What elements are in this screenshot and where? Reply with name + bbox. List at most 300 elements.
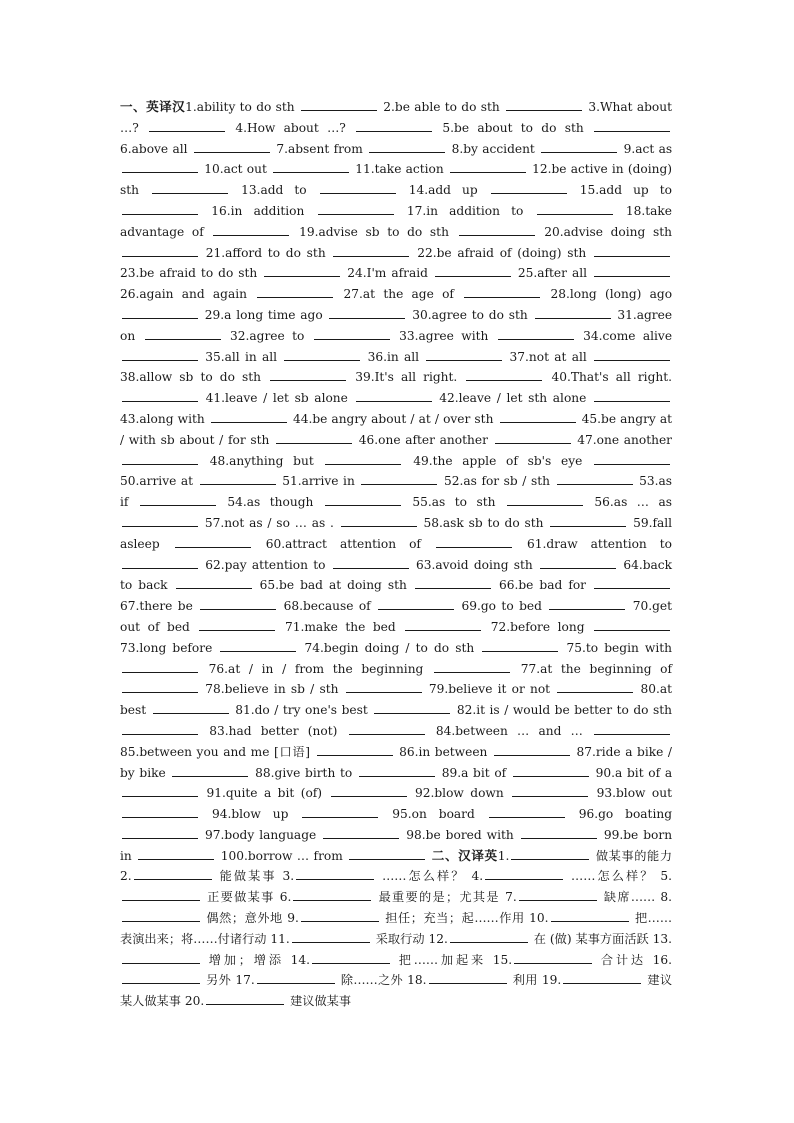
zh-meaning-text: 偶然；意外地 — [206, 911, 283, 926]
answer-blank[interactable] — [333, 244, 409, 257]
en-phrase-text: 2.be able to do sth — [383, 100, 500, 114]
en-phrase-item — [347, 266, 513, 280]
answer-blank[interactable] — [138, 847, 214, 860]
zh-meaning-text: 担任；充当；起……作用 — [385, 911, 525, 926]
answer-blank[interactable] — [172, 764, 248, 777]
answer-blank[interactable] — [537, 202, 613, 215]
en-phrase-item — [518, 266, 672, 280]
answer-blank[interactable] — [122, 680, 198, 693]
en-phrase-text: 100.borrow … from — [220, 848, 343, 863]
answer-blank[interactable] — [122, 348, 198, 361]
answer-blank[interactable] — [122, 452, 198, 465]
en-phrase-item — [424, 516, 629, 530]
answer-blank[interactable] — [293, 888, 371, 901]
answer-blank[interactable] — [220, 639, 296, 652]
en-phrase-item — [462, 599, 628, 613]
answer-blank[interactable] — [521, 826, 597, 839]
en-phrase-text: 65.be bad at doing sth — [259, 578, 407, 593]
en-phrase-item — [266, 537, 514, 551]
en-phrase-text: 84.between … and … — [435, 723, 583, 738]
en-phrase-text: 29.a long time ago — [204, 307, 323, 322]
answer-blank[interactable] — [378, 597, 454, 610]
en-phrase-item — [415, 786, 590, 800]
answer-blank[interactable] — [450, 160, 526, 173]
answer-blank[interactable] — [331, 784, 407, 797]
en-phrase-text: 17.in addition to — [406, 203, 524, 218]
answer-blank[interactable] — [594, 244, 670, 257]
answer-blank[interactable] — [594, 389, 670, 402]
answer-blank[interactable] — [500, 410, 576, 423]
en-phrase-text: 34.come alive — [583, 328, 673, 343]
answer-blank[interactable] — [153, 701, 229, 714]
en-phrase-text: 73.long before — [120, 640, 213, 655]
en-phrase-text: 83.had better (not) — [209, 723, 338, 738]
en-phrase-text: 89.a bit of — [441, 765, 507, 780]
answer-blank[interactable] — [122, 306, 198, 319]
answer-blank[interactable] — [122, 805, 198, 818]
answer-blank[interactable] — [312, 951, 390, 964]
en-phrase-text: 23.be afraid to do sth — [120, 266, 258, 281]
en-phrase-item — [442, 121, 672, 135]
en-phrase-item — [209, 662, 512, 676]
answer-blank[interactable] — [122, 389, 198, 402]
en-phrase-text: 64.back to back — [120, 557, 672, 593]
en-phrase-item — [392, 807, 566, 821]
item-number: 14. — [290, 952, 310, 967]
answer-blank[interactable] — [122, 556, 198, 569]
answer-blank[interactable] — [194, 140, 270, 153]
answer-blank[interactable] — [489, 805, 565, 818]
answer-blank[interactable] — [140, 493, 216, 506]
answer-blank[interactable] — [514, 951, 592, 964]
answer-blank[interactable] — [257, 971, 335, 984]
en-phrase-item — [439, 391, 672, 405]
en-phrase-text: 87.ride a bike / by bike — [120, 744, 672, 780]
answer-blank[interactable] — [511, 847, 589, 860]
en-phrase-text: 16.in addition — [211, 203, 305, 218]
en-phrase-text: 56.as … as — [594, 495, 672, 510]
answer-blank[interactable] — [122, 514, 198, 527]
item-number: 15. — [492, 952, 513, 967]
en-phrase-item — [209, 724, 426, 738]
en-phrase-item — [406, 828, 599, 842]
answer-blank[interactable] — [466, 368, 542, 381]
answer-blank[interactable] — [325, 452, 401, 465]
answer-blank[interactable] — [323, 826, 399, 839]
zh-meaning-item — [280, 890, 500, 904]
answer-blank[interactable] — [506, 98, 582, 111]
answer-blank[interactable] — [346, 680, 422, 693]
zh-meaning-text: ……怎么样？ — [571, 869, 655, 884]
en-phrase-item — [241, 183, 398, 197]
answer-blank[interactable] — [270, 368, 346, 381]
zh-meaning-text: ……怎么样？ — [382, 869, 466, 884]
answer-blank[interactable] — [122, 722, 198, 735]
answer-blank[interactable] — [145, 327, 221, 340]
en-phrase-item — [120, 266, 342, 280]
en-phrase-text: 95.on board — [392, 807, 475, 822]
zh-meaning-text: 能做某事 — [219, 869, 277, 884]
answer-blank[interactable] — [301, 909, 379, 922]
answer-blank[interactable] — [498, 327, 574, 340]
answer-blank[interactable] — [405, 618, 481, 631]
item-number: 11. — [270, 931, 290, 946]
answer-blank[interactable] — [541, 140, 617, 153]
answer-blank[interactable] — [122, 909, 200, 922]
en-phrase-text: 86.in between — [399, 744, 488, 759]
answer-blank[interactable] — [206, 992, 284, 1005]
en-phrase-text: 13.add to — [241, 183, 307, 198]
zh-meaning-text: 合计达 — [600, 952, 646, 967]
zh-meaning-text: 建议做某事 — [290, 994, 352, 1009]
zh-meaning-text: 建议某人做某事 — [120, 973, 673, 1009]
answer-blank[interactable] — [535, 306, 611, 319]
answer-blank[interactable] — [292, 930, 370, 943]
en-phrase-text: 38.allow sb to do sth — [120, 370, 262, 385]
answer-blank[interactable] — [459, 223, 535, 236]
zh-meaning-text: 把……加起来 — [398, 952, 487, 967]
item-number: 13. — [652, 931, 673, 946]
answer-blank[interactable] — [329, 306, 405, 319]
answer-blank[interactable] — [557, 472, 633, 485]
answer-blank[interactable] — [149, 119, 225, 132]
en-phrase-item — [206, 391, 434, 405]
answer-blank[interactable] — [361, 472, 437, 485]
en-phrase-text: 76.at / in / from the beginning — [208, 661, 424, 676]
answer-blank[interactable] — [200, 472, 276, 485]
item-number: 6. — [279, 890, 292, 905]
answer-blank[interactable] — [213, 223, 289, 236]
en-phrase-item — [285, 620, 483, 634]
en-phrase-text: 88.give birth to — [255, 765, 353, 780]
en-phrase-text: 58.ask sb to do sth — [423, 515, 544, 530]
en-phrase-item — [299, 225, 536, 239]
answer-blank[interactable] — [563, 971, 641, 984]
en-phrase-text: 98.be bored with — [406, 827, 514, 842]
en-phrase-item — [416, 558, 618, 572]
answer-blank[interactable] — [495, 431, 571, 444]
answer-blank[interactable] — [594, 722, 670, 735]
answer-blank[interactable] — [513, 764, 589, 777]
answer-blank[interactable] — [264, 264, 340, 277]
zh-meaning-text: 最重要的是；尤其是 — [378, 890, 500, 905]
en-phrase-text: 14.add up — [408, 183, 478, 198]
en-phrase-text: 57.not as / so … as . — [204, 515, 334, 530]
en-phrase-text: 32.agree to — [230, 328, 305, 343]
en-phrase-item — [413, 454, 672, 468]
answer-blank[interactable] — [426, 348, 502, 361]
zh-meaning-text: 采取行动 — [375, 931, 425, 946]
answer-blank[interactable] — [594, 348, 670, 361]
answer-blank[interactable] — [551, 909, 629, 922]
answer-blank[interactable] — [594, 264, 670, 277]
answer-blank[interactable] — [434, 660, 510, 673]
answer-blank[interactable] — [302, 805, 378, 818]
en-phrase-text: 27.at the age of — [343, 287, 454, 302]
answer-blank[interactable] — [175, 535, 251, 548]
answer-blank[interactable] — [273, 160, 349, 173]
answer-blank[interactable] — [199, 618, 275, 631]
answer-blank[interactable] — [550, 514, 626, 527]
en-phrase-text: 91.quite a bit (of) — [206, 786, 323, 801]
zh-meaning-text: 做某事的能力 — [595, 848, 673, 863]
answer-blank[interactable] — [122, 160, 198, 173]
en-phrase-text: 45.be angry at / with sb about / for sth — [120, 411, 673, 447]
en-phrase-text: 25.after all — [517, 266, 588, 281]
en-phrase-text: 53.as if — [120, 474, 673, 510]
answer-blank[interactable] — [341, 514, 417, 527]
answer-blank[interactable] — [594, 452, 670, 465]
en-phrase-text: 69.go to bed — [461, 599, 542, 614]
zh-meaning-item — [120, 869, 277, 883]
item-number: 3. — [282, 869, 295, 884]
answer-blank[interactable] — [464, 285, 540, 298]
en-phrase-text: 43.along with — [120, 411, 205, 426]
en-phrase-text: 63.avoid doing sth — [416, 557, 533, 572]
en-phrase-text: 19.advise sb to do sth — [299, 224, 449, 239]
en-phrase-text: 1.ability to do sth — [185, 100, 295, 114]
en-phrase-text: 59.fall asleep — [120, 515, 673, 551]
answer-blank[interactable] — [314, 327, 390, 340]
zh-meaning-text: 把……表演出来；将……付诸行动 — [120, 911, 673, 946]
answer-blank[interactable] — [356, 389, 432, 402]
answer-blank[interactable] — [491, 181, 567, 194]
en-phrase-item — [399, 745, 572, 759]
answer-blank[interactable] — [122, 971, 200, 984]
zh-meaning-item — [283, 869, 466, 883]
answer-blank[interactable] — [176, 576, 252, 589]
zh-meaning-item — [505, 890, 655, 904]
en-phrase-text: 5.be about to do sth — [442, 120, 584, 135]
item-number: 9. — [287, 911, 299, 926]
answer-blank[interactable] — [594, 576, 670, 589]
answer-blank[interactable] — [349, 847, 425, 860]
en-phrase-item — [230, 329, 392, 343]
item-number: 16. — [652, 952, 673, 967]
en-phrase-item — [120, 474, 278, 488]
en-phrase-text: 31.agree on — [120, 307, 673, 343]
answer-blank[interactable] — [122, 951, 200, 964]
en-phrase-item — [235, 703, 452, 717]
answer-blank[interactable] — [557, 680, 633, 693]
zh-meaning-text: 在 (做) 某事方面活跃 — [533, 931, 649, 946]
en-phrase-item — [120, 745, 395, 759]
en-phrase-text: 22.be afraid of (doing) sth — [417, 245, 587, 260]
answer-blank[interactable] — [369, 140, 445, 153]
en-phrase-item — [235, 121, 434, 135]
en-phrase-text: 62.pay attention to — [205, 557, 326, 572]
answer-blank[interactable] — [257, 285, 333, 298]
en-phrase-item — [227, 495, 402, 509]
en-phrase-item — [206, 246, 412, 260]
en-phrase-text: 61.draw attention to — [526, 536, 673, 551]
zh-meaning-item — [235, 973, 403, 987]
en-phrase-item — [355, 370, 544, 384]
en-phrase-text: 46.one after another — [358, 432, 488, 447]
answer-blank[interactable] — [122, 244, 198, 257]
item-number: 2. — [120, 869, 132, 884]
en-phrase-item — [120, 599, 278, 613]
answer-blank[interactable] — [594, 618, 670, 631]
en-phrase-item — [120, 641, 298, 655]
en-phrase-item — [399, 329, 576, 343]
zh-meaning-text: 利用 — [512, 973, 538, 988]
en-phrase-item — [442, 766, 591, 780]
answer-blank[interactable] — [494, 743, 570, 756]
section-1-title: 一、英译汉 — [120, 99, 186, 114]
answer-blank[interactable] — [512, 784, 588, 797]
zh-meaning-item — [287, 911, 525, 925]
answer-blank[interactable] — [122, 784, 198, 797]
en-phrase-text: 55.as to sth — [412, 495, 496, 510]
en-phrase-item — [282, 474, 439, 488]
answer-blank[interactable] — [284, 348, 360, 361]
answer-blank[interactable] — [485, 867, 563, 880]
en-phrase-text: 4.How about …? — [235, 120, 346, 135]
zh-meaning-item — [407, 973, 538, 987]
en-phrase-text: 54.as though — [227, 495, 314, 510]
answer-blank[interactable] — [320, 181, 396, 194]
en-phrase-item — [205, 682, 423, 696]
en-phrase-text: 74.begin doing / to do sth — [304, 640, 475, 655]
zh-meaning-item — [270, 932, 424, 946]
en-phrase-item — [120, 370, 348, 384]
item-number: 17. — [235, 973, 255, 988]
answer-blank[interactable] — [318, 202, 394, 215]
answer-blank[interactable] — [549, 597, 625, 610]
answer-blank[interactable] — [296, 867, 374, 880]
en-phrase-item — [120, 412, 289, 426]
answer-blank[interactable] — [415, 576, 491, 589]
en-phrase-text: 35.all in all — [205, 349, 278, 364]
en-phrase-text: 30.agree to do sth — [412, 307, 528, 322]
answer-blank[interactable] — [349, 722, 425, 735]
en-phrase-text: 66.be bad for — [499, 578, 587, 593]
answer-blank[interactable] — [540, 556, 616, 569]
en-phrase-item — [436, 724, 672, 738]
answer-blank[interactable] — [325, 493, 401, 506]
answer-blank[interactable] — [301, 98, 377, 111]
en-phrase-item — [260, 578, 493, 592]
en-phrase-item — [355, 162, 528, 176]
en-phrase-text: 51.arrive in — [282, 474, 355, 489]
en-phrase-text: 90.a bit of a — [595, 765, 673, 780]
en-phrase-item — [185, 100, 379, 114]
en-phrase-text: 26.again and again — [120, 287, 247, 302]
en-phrase-text: 85.between you and me [口语] — [120, 744, 310, 759]
answer-blank[interactable] — [276, 431, 352, 444]
en-phrase-text: 36.in all — [367, 349, 420, 364]
en-phrase-item — [491, 620, 672, 634]
worksheet-body — [120, 97, 672, 1012]
en-phrase-text: 79.believe it or not — [428, 682, 551, 697]
answer-blank[interactable] — [152, 181, 228, 194]
en-phrase-item — [205, 828, 401, 842]
answer-blank[interactable] — [450, 930, 528, 943]
en-phrase-text: 77.at the beginning of — [520, 661, 673, 676]
en-phrase-item — [444, 474, 635, 488]
en-phrase-item — [276, 142, 447, 156]
en-phrase-text: 15.add up to — [579, 183, 673, 198]
answer-blank[interactable] — [200, 597, 276, 610]
answer-blank[interactable] — [519, 888, 597, 901]
en-phrase-item — [412, 308, 612, 322]
en-phrase-item — [206, 786, 408, 800]
en-phrase-text: 52.as for sb / sth — [443, 474, 550, 489]
answer-blank[interactable] — [122, 826, 198, 839]
en-phrase-item — [383, 100, 584, 114]
en-phrase-text: 10.act out — [204, 162, 267, 177]
en-phrase-text: 78.believe in sb / sth — [205, 682, 339, 697]
en-phrase-text: 41.leave / let sb alone — [205, 391, 348, 406]
en-phrase-item — [452, 142, 620, 156]
en-phrase-item — [359, 433, 573, 447]
item-number: 7. — [505, 890, 517, 905]
en-phrase-text: 12.be active in (doing) sth — [120, 162, 673, 198]
en-phrase-text: 24.I'm afraid — [347, 266, 428, 281]
zh-meaning-text: 另外 — [206, 973, 232, 988]
answer-blank[interactable] — [359, 764, 435, 777]
answer-blank[interactable] — [507, 493, 583, 506]
en-phrase-item — [120, 287, 335, 301]
en-phrase-text: 71.make the bed — [284, 619, 396, 634]
answer-blank[interactable] — [317, 743, 393, 756]
en-phrase-text: 9.act as — [623, 141, 673, 156]
en-phrase-text: 72.before long — [490, 619, 585, 634]
en-phrase-item — [211, 204, 395, 218]
en-phrase-text: 8.by accident — [451, 141, 535, 156]
answer-blank[interactable] — [356, 119, 432, 132]
en-phrase-item — [510, 350, 672, 364]
en-phrase-text: 96.go boating — [578, 807, 672, 822]
en-phrase-text: 37.not at all — [509, 349, 587, 364]
en-phrase-text: 70.get out of bed — [120, 599, 672, 634]
en-phrase-item — [205, 558, 410, 572]
en-phrase-item — [409, 183, 569, 197]
en-phrase-text: 40.That's all right. — [551, 370, 673, 385]
en-phrase-text: 44.be angry about / at / over sth — [292, 411, 494, 426]
en-phrase-text: 39.It's all right. — [355, 370, 458, 385]
answer-blank[interactable] — [482, 639, 558, 652]
section-2-items — [120, 849, 672, 1009]
answer-blank[interactable] — [374, 701, 450, 714]
en-phrase-item — [205, 308, 408, 322]
answer-blank[interactable] — [122, 660, 198, 673]
answer-blank[interactable] — [122, 202, 198, 215]
en-phrase-text: 18.take advantage of — [120, 203, 673, 239]
answer-blank[interactable] — [122, 888, 200, 901]
answer-blank[interactable] — [429, 971, 507, 984]
item-number: 8. — [660, 890, 673, 905]
answer-blank[interactable] — [134, 867, 212, 880]
item-number: 19. — [541, 973, 562, 988]
en-phrase-text: 49.the apple of sb's eye — [413, 453, 583, 468]
en-phrase-text: 48.anything but — [209, 453, 314, 468]
item-number: 4. — [471, 869, 484, 884]
en-phrase-item — [407, 204, 615, 218]
en-phrase-item — [120, 142, 272, 156]
en-phrase-item — [210, 454, 404, 468]
answer-blank[interactable] — [436, 535, 512, 548]
answer-blank[interactable] — [211, 410, 287, 423]
en-phrase-text: 7.absent from — [276, 141, 363, 156]
answer-blank[interactable] — [594, 119, 670, 132]
answer-blank[interactable] — [435, 264, 511, 277]
answer-blank[interactable] — [333, 556, 409, 569]
en-phrase-text: 68.because of — [283, 599, 371, 614]
en-phrase-item — [284, 599, 456, 613]
item-number: 1. — [497, 848, 510, 863]
